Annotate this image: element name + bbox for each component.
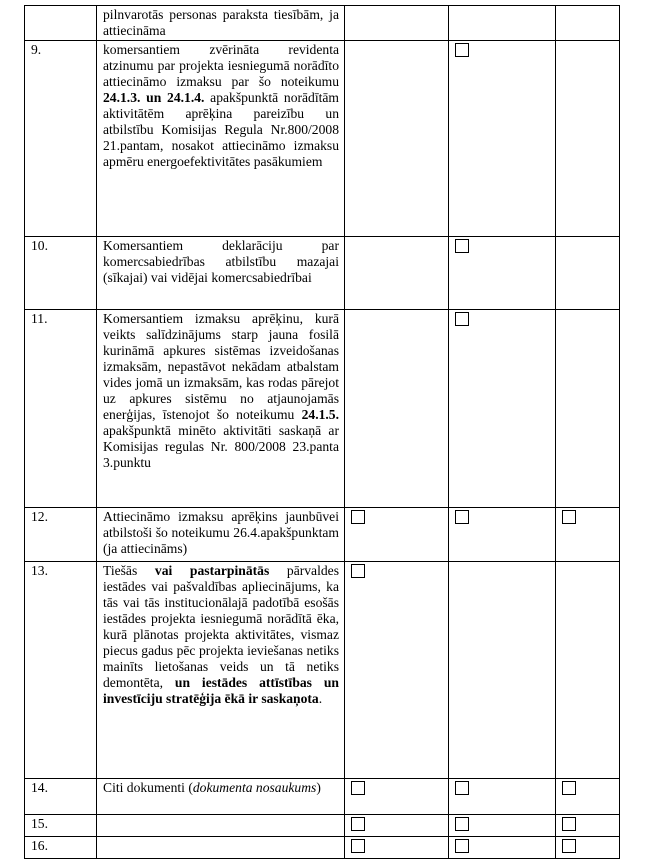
checkbox[interactable] [351,510,365,524]
document-description: Tiešās vai pastarpinātās pārvaldes iestādes vai pašvaldības apliecinājums, ka tās vai tās institucionālajā padotībā esošās iestādes projekta iesniegumā norādītā ēka, kurā plānotas projekta aktivitātes, vismaz piecus gadus pēc projekta ieviešanas netiks mainīts lietošanas veids un tā netiks demontēta, un iestādes attīstības un investīciju stratēģija ēkā ir saskaņota. [97,562,345,779]
check-cell-1 [345,310,449,508]
row-number [25,6,97,41]
check-cell-2 [449,6,556,41]
document-description: pilnvarotās personas paraksta tiesībām, ja attiecināma [97,6,345,41]
table-row [25,508,620,562]
check-cell-1 [345,562,449,779]
checkbox[interactable] [562,817,576,831]
check-cell-3 [556,508,620,562]
check-cell-2 [449,237,556,310]
document-description [97,837,345,859]
row-number: 9. [25,41,97,237]
check-cell-1 [345,6,449,41]
checkbox[interactable] [455,817,469,831]
document-description: Citi dokumenti (dokumenta nosaukums) [97,779,345,815]
checkbox[interactable] [455,312,469,326]
checkbox[interactable] [351,817,365,831]
table-row [25,6,620,41]
check-cell-1 [345,837,449,859]
row-number: 14. [25,779,97,815]
check-cell-3 [556,310,620,508]
check-cell-3 [556,6,620,41]
table-row [25,815,620,837]
table-row [25,562,620,779]
check-cell-1 [345,237,449,310]
row-number: 13. [25,562,97,779]
checkbox[interactable] [562,839,576,853]
checkbox[interactable] [351,564,365,578]
row-number: 16. [25,837,97,859]
check-cell-2 [449,779,556,815]
table-row [25,837,620,859]
checkbox[interactable] [455,839,469,853]
document-description: komersantiem zvērināta revidenta atzinumu par projekta iesniegumā norādīto attiecināmo izmaksu par šo noteikumu 24.1.3. un 24.1.4. apakšpunktā norādītām aktivitātēm aprēķina pareizību un atbilstību Komisijas Regula Nr.800/2008 21.pantam, nosakot attiecināmo izmaksu apmēru energoefektivitātes pasākumiem [97,41,345,237]
check-cell-2 [449,837,556,859]
checkbox[interactable] [351,839,365,853]
check-cell-3 [556,562,620,779]
check-cell-3 [556,779,620,815]
documents-table [24,5,620,859]
check-cell-1 [345,779,449,815]
document-description [97,815,345,837]
table-row [25,237,620,310]
documents-table-body [25,6,620,859]
check-cell-3 [556,837,620,859]
check-cell-1 [345,508,449,562]
check-cell-1 [345,815,449,837]
check-cell-2 [449,508,556,562]
checkbox[interactable] [351,781,365,795]
row-number: 11. [25,310,97,508]
row-number: 12. [25,508,97,562]
checkbox[interactable] [562,781,576,795]
checkbox[interactable] [455,239,469,253]
check-cell-2 [449,562,556,779]
check-cell-2 [449,310,556,508]
document-description: Komersantiem izmaksu aprēķinu, kurā veikts salīdzinājums starp jauna fosilā kurināmā apkures sistēmas izveidošanas izmaksām, nepastāvot nekādam atbalstam vides jomā un izmaksām, kas rodas pārejot uz apkures sistēmu no atjaunojamās enerģijas, īstenojot šo noteikumu 24.1.5. apakšpunktā minēto aktivitāti saskaņā ar Komisijas regulas Nr. 800/2008 23.panta 3.punktu [97,310,345,508]
checkbox[interactable] [455,781,469,795]
document-description: Komersantiem deklarāciju par komercsabiedrības atbilstību mazajai (sīkajai) vai vidējai komercsabiedrībai [97,237,345,310]
document-description: Attiecināmo izmaksu aprēķins jaunbūvei atbilstoši šo noteikumu 26.4.apakšpunktam (ja attiecināms) [97,508,345,562]
checkbox[interactable] [562,510,576,524]
table-row [25,779,620,815]
check-cell-3 [556,815,620,837]
checkbox[interactable] [455,510,469,524]
check-cell-2 [449,815,556,837]
row-number: 15. [25,815,97,837]
table-row [25,310,620,508]
check-cell-3 [556,237,620,310]
check-cell-1 [345,41,449,237]
check-cell-2 [449,41,556,237]
check-cell-3 [556,41,620,237]
table-row [25,41,620,237]
checkbox[interactable] [455,43,469,57]
row-number: 10. [25,237,97,310]
